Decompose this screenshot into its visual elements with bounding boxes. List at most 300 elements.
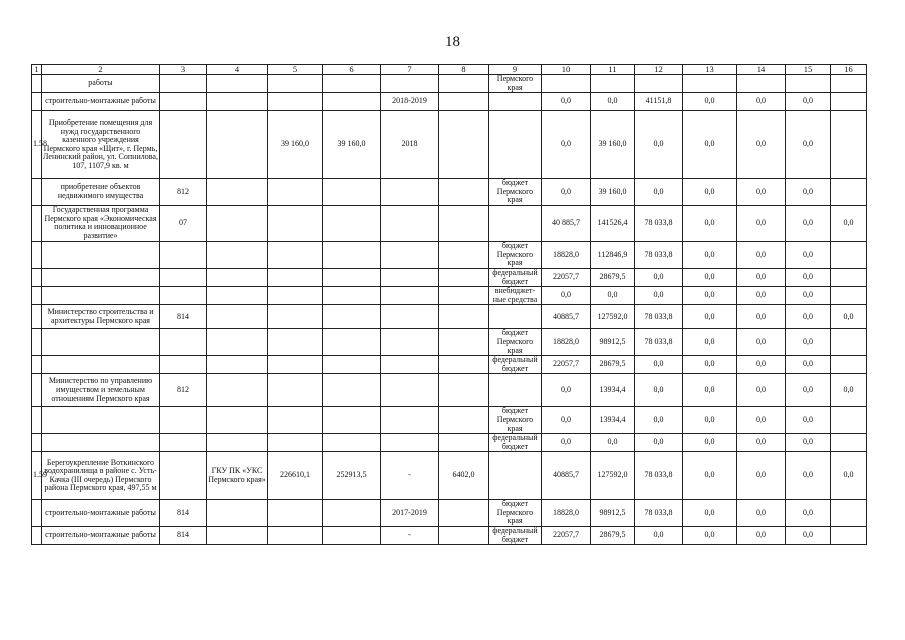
table-cell xyxy=(207,205,268,241)
table-cell xyxy=(160,407,207,434)
table-cell: 0,0 xyxy=(786,434,831,452)
table-cell: 0,0 xyxy=(786,407,831,434)
table-cell: 0,0 xyxy=(635,356,683,374)
column-header-13: 13 xyxy=(683,65,737,75)
table-cell xyxy=(323,241,381,268)
table-row xyxy=(32,305,867,329)
table-cell: 13934,4 xyxy=(591,374,635,407)
table-cell xyxy=(268,241,323,268)
table-row xyxy=(32,356,867,374)
table-cell xyxy=(160,434,207,452)
table-cell: 0,0 xyxy=(635,111,683,179)
table-cell xyxy=(439,241,489,268)
table-cell xyxy=(831,111,867,179)
table-cell xyxy=(439,179,489,206)
table-cell xyxy=(831,241,867,268)
table-cell: 0,0 xyxy=(683,241,737,268)
table-cell xyxy=(381,241,439,268)
table-cell xyxy=(737,75,786,93)
table-cell: 0,0 xyxy=(786,93,831,111)
table-cell: 0,0 xyxy=(737,287,786,305)
table-cell: 0,0 xyxy=(683,374,737,407)
table-cell xyxy=(207,75,268,93)
table-cell xyxy=(207,305,268,329)
column-header-6: 6 xyxy=(323,65,381,75)
header-row xyxy=(32,65,867,75)
table-cell: 0,0 xyxy=(737,356,786,374)
table-cell: 0,0 xyxy=(591,434,635,452)
table-cell xyxy=(635,75,683,93)
table-cell: 2017-2019 xyxy=(381,500,439,527)
table-cell xyxy=(439,407,489,434)
table-cell xyxy=(32,500,42,527)
table-cell xyxy=(32,287,42,305)
table-cell: 0,0 xyxy=(635,374,683,407)
table-cell: 252913,5 xyxy=(323,452,381,500)
table-cell: 0,0 xyxy=(831,452,867,500)
table-cell xyxy=(268,205,323,241)
table-cell xyxy=(42,356,160,374)
table-cell xyxy=(323,434,381,452)
table-cell: 07 xyxy=(160,205,207,241)
table-cell: 78 033,8 xyxy=(635,500,683,527)
table-cell: 0,0 xyxy=(542,111,591,179)
table-cell xyxy=(207,407,268,434)
column-header-8: 8 xyxy=(439,65,489,75)
table-cell xyxy=(268,305,323,329)
table-cell: 0,0 xyxy=(591,287,635,305)
table-row xyxy=(32,75,867,93)
table-cell: 22057,7 xyxy=(542,268,591,286)
table-cell: 0,0 xyxy=(635,179,683,206)
table-cell: 0,0 xyxy=(831,374,867,407)
table-cell xyxy=(831,75,867,93)
table-cell xyxy=(32,374,42,407)
table-cell: 78 033,8 xyxy=(635,452,683,500)
table-cell: 0,0 xyxy=(786,287,831,305)
table-cell: 0,0 xyxy=(683,179,737,206)
column-header-3: 3 xyxy=(160,65,207,75)
table-cell: 141526,4 xyxy=(591,205,635,241)
table-cell xyxy=(42,241,160,268)
table-cell: 40885,7 xyxy=(542,452,591,500)
table-cell xyxy=(160,452,207,500)
table-cell xyxy=(268,374,323,407)
table-cell: 0,0 xyxy=(683,287,737,305)
table-cell: 0,0 xyxy=(786,205,831,241)
table-cell xyxy=(381,205,439,241)
table-cell: 18828,0 xyxy=(542,500,591,527)
table-cell xyxy=(32,527,42,545)
table-cell: 0,0 xyxy=(737,205,786,241)
table-cell xyxy=(268,287,323,305)
table-cell xyxy=(489,111,542,179)
table-cell: 18828,0 xyxy=(542,329,591,356)
page-number: 18 xyxy=(445,34,460,50)
table-cell: 226610,1 xyxy=(268,452,323,500)
table-cell: 0,0 xyxy=(683,407,737,434)
column-header-12: 12 xyxy=(635,65,683,75)
table-cell: Приобретение помещения для нужд государственного казенного учреждения Пермского края «Щит», г. Пермь, Ленинский район, ул. Сопнилова, 107, 1107,9 кв. м xyxy=(42,111,160,179)
table-cell xyxy=(439,305,489,329)
table-cell xyxy=(32,329,42,356)
table-cell xyxy=(439,527,489,545)
table-cell xyxy=(268,329,323,356)
table-cell xyxy=(831,356,867,374)
table-cell: 812 xyxy=(160,179,207,206)
table-cell xyxy=(786,75,831,93)
table-cell: бюджет Пермского края xyxy=(489,407,542,434)
table-cell xyxy=(32,305,42,329)
table-cell: 0,0 xyxy=(737,527,786,545)
table-cell: 0,0 xyxy=(737,374,786,407)
table-cell xyxy=(439,287,489,305)
table-cell xyxy=(831,407,867,434)
table-cell: 0,0 xyxy=(635,287,683,305)
table-cell: 40885,7 xyxy=(542,305,591,329)
table-cell xyxy=(381,287,439,305)
table-cell xyxy=(381,407,439,434)
budget-table xyxy=(31,64,867,545)
column-header-2: 2 xyxy=(42,65,160,75)
table-cell xyxy=(831,179,867,206)
table-cell: 39 160,0 xyxy=(591,179,635,206)
table-cell: 40 885,7 xyxy=(542,205,591,241)
column-header-16: 16 xyxy=(831,65,867,75)
table-cell: 0,0 xyxy=(831,205,867,241)
column-header-10: 10 xyxy=(542,65,591,75)
table-cell xyxy=(323,287,381,305)
table-cell xyxy=(207,241,268,268)
table-cell xyxy=(831,500,867,527)
table-row xyxy=(32,407,867,434)
table-cell: 39 160,0 xyxy=(268,111,323,179)
table-cell: 28679,5 xyxy=(591,268,635,286)
table-cell xyxy=(323,356,381,374)
table-cell: 0,0 xyxy=(683,527,737,545)
column-header-4: 4 xyxy=(207,65,268,75)
table-cell xyxy=(323,268,381,286)
table-cell: 0,0 xyxy=(737,305,786,329)
table-cell xyxy=(439,93,489,111)
table-cell: 814 xyxy=(160,527,207,545)
table-cell: 0,0 xyxy=(542,287,591,305)
table-row xyxy=(32,111,867,179)
table-cell: федеральный бюджет xyxy=(489,356,542,374)
table-cell xyxy=(160,329,207,356)
table-cell xyxy=(268,179,323,206)
table-cell xyxy=(42,407,160,434)
table-cell xyxy=(439,434,489,452)
table-cell xyxy=(381,356,439,374)
table-cell: 0,0 xyxy=(786,374,831,407)
table-cell xyxy=(489,93,542,111)
table-cell xyxy=(32,241,42,268)
table-cell: строительно-монтажные работы xyxy=(42,93,160,111)
table-cell xyxy=(381,75,439,93)
table-cell: 0,0 xyxy=(737,407,786,434)
table-cell: 0,0 xyxy=(542,179,591,206)
column-header-5: 5 xyxy=(268,65,323,75)
table-cell xyxy=(381,305,439,329)
table-cell: 0,0 xyxy=(591,93,635,111)
table-cell xyxy=(439,356,489,374)
table-cell xyxy=(207,268,268,286)
table-cell xyxy=(207,111,268,179)
table-cell xyxy=(32,407,42,434)
table-cell: 0,0 xyxy=(635,268,683,286)
table-cell xyxy=(831,434,867,452)
column-header-11: 11 xyxy=(591,65,635,75)
table-cell: 812 xyxy=(160,374,207,407)
table-cell: 0,0 xyxy=(542,374,591,407)
table-cell: 22057,7 xyxy=(542,356,591,374)
table-cell: 22057,7 xyxy=(542,527,591,545)
table-cell xyxy=(160,75,207,93)
table-cell xyxy=(323,75,381,93)
table-cell: Пермского края xyxy=(489,75,542,93)
table-cell xyxy=(591,75,635,93)
table-cell: внебюджет-ные средства xyxy=(489,287,542,305)
table-cell: 0,0 xyxy=(786,179,831,206)
table-cell: 0,0 xyxy=(786,356,831,374)
table-cell xyxy=(207,179,268,206)
table-cell: приобретение объектов недвижимого имущества xyxy=(42,179,160,206)
table-cell: 78 033,8 xyxy=(635,205,683,241)
table-cell: 0,0 xyxy=(786,500,831,527)
table-cell: 0,0 xyxy=(635,434,683,452)
table-cell xyxy=(381,179,439,206)
table-cell: ГКУ ПК «УКС Пермского края» xyxy=(207,452,268,500)
table-cell xyxy=(207,287,268,305)
table-row xyxy=(32,452,867,500)
table-cell xyxy=(42,287,160,305)
table-cell: 13934,4 xyxy=(591,407,635,434)
table-cell xyxy=(439,500,489,527)
table-cell xyxy=(268,407,323,434)
table-cell xyxy=(268,75,323,93)
table-cell: Берегоукрепление Воткинского водохранилища в районе с. Усть-Качка (III очередь) Пермского района Пермского края, 497,55 м xyxy=(42,452,160,500)
table-cell xyxy=(207,93,268,111)
table-cell xyxy=(489,305,542,329)
table-cell: 0,0 xyxy=(683,111,737,179)
table-cell: 112846,9 xyxy=(591,241,635,268)
table-cell xyxy=(268,268,323,286)
table-cell: 0,0 xyxy=(786,241,831,268)
table-cell: строительно-монтажные работы xyxy=(42,527,160,545)
table-cell xyxy=(683,75,737,93)
table-cell xyxy=(831,329,867,356)
table-cell: 98912,5 xyxy=(591,500,635,527)
table-cell xyxy=(268,500,323,527)
table-row xyxy=(32,527,867,545)
table-cell xyxy=(32,93,42,111)
table-cell: Государственная программа Пермского края «Экономическая политика и инновационное развитие» xyxy=(42,205,160,241)
table-cell: федеральный бюджет xyxy=(489,434,542,452)
table-cell xyxy=(323,305,381,329)
table-cell: 0,0 xyxy=(635,527,683,545)
table-cell xyxy=(323,329,381,356)
table-cell xyxy=(381,268,439,286)
table-cell xyxy=(542,75,591,93)
table-cell xyxy=(207,434,268,452)
table-cell xyxy=(381,434,439,452)
table-cell xyxy=(32,179,42,206)
table-cell xyxy=(160,356,207,374)
table-cell: Министерство строительства и архитектуры Пермского края xyxy=(42,305,160,329)
table-cell xyxy=(439,374,489,407)
table-cell xyxy=(489,374,542,407)
table-cell xyxy=(207,329,268,356)
table-cell xyxy=(489,452,542,500)
table-row xyxy=(32,434,867,452)
column-header-14: 14 xyxy=(737,65,786,75)
table-cell xyxy=(268,434,323,452)
table-cell: 28679,5 xyxy=(591,527,635,545)
table-cell: 0,0 xyxy=(831,305,867,329)
table-cell: 78 033,8 xyxy=(635,305,683,329)
table-cell: 0,0 xyxy=(542,407,591,434)
table-cell: 28679,5 xyxy=(591,356,635,374)
table-cell xyxy=(323,500,381,527)
table-cell xyxy=(32,268,42,286)
table-cell: 0,0 xyxy=(683,329,737,356)
table-cell xyxy=(32,434,42,452)
table-cell xyxy=(207,500,268,527)
table-row xyxy=(32,287,867,305)
table-row xyxy=(32,241,867,268)
table-cell: 1.59 xyxy=(32,452,42,500)
table-cell: 127592,0 xyxy=(591,305,635,329)
table-cell: 0,0 xyxy=(737,179,786,206)
table-cell: бюджет Пермского края xyxy=(489,241,542,268)
table-cell: Министерство по управлению имуществом и земельным отношениям Пермского края xyxy=(42,374,160,407)
table-cell xyxy=(323,407,381,434)
table-cell: 41151,8 xyxy=(635,93,683,111)
table-cell: 0,0 xyxy=(737,111,786,179)
table-cell: 0,0 xyxy=(542,434,591,452)
table-cell: 39 160,0 xyxy=(323,111,381,179)
table-cell: 0,0 xyxy=(737,268,786,286)
table-cell xyxy=(381,329,439,356)
table-cell xyxy=(268,356,323,374)
table-cell: 0,0 xyxy=(683,356,737,374)
table-cell xyxy=(323,179,381,206)
table-cell: 2018-2019 xyxy=(381,93,439,111)
table-cell: 98912,5 xyxy=(591,329,635,356)
table-cell xyxy=(207,356,268,374)
table-cell xyxy=(381,374,439,407)
table-cell xyxy=(32,205,42,241)
table-cell: 814 xyxy=(160,500,207,527)
column-header-15: 15 xyxy=(786,65,831,75)
table-cell: 0,0 xyxy=(683,268,737,286)
column-header-9: 9 xyxy=(489,65,542,75)
table-cell: 0,0 xyxy=(786,111,831,179)
table-cell: 0,0 xyxy=(737,452,786,500)
table-cell: 2018 xyxy=(381,111,439,179)
table-cell: 0,0 xyxy=(737,500,786,527)
table-cell: бюджет Пермского края xyxy=(489,329,542,356)
table-row xyxy=(32,179,867,206)
table-cell xyxy=(831,287,867,305)
table-cell: 0,0 xyxy=(737,93,786,111)
table-cell: 18828,0 xyxy=(542,241,591,268)
table-cell xyxy=(42,268,160,286)
table-cell: 0,0 xyxy=(683,305,737,329)
table-cell: 0,0 xyxy=(683,452,737,500)
table-cell: 0,0 xyxy=(786,452,831,500)
table-cell: 0,0 xyxy=(683,434,737,452)
table-cell: 0,0 xyxy=(737,241,786,268)
table-cell xyxy=(42,329,160,356)
table-cell: 0,0 xyxy=(786,329,831,356)
table-cell: 0,0 xyxy=(737,329,786,356)
table-cell: работы xyxy=(42,75,160,93)
table-cell xyxy=(207,374,268,407)
table-cell: - xyxy=(381,527,439,545)
table-cell xyxy=(323,527,381,545)
column-header-1: 1 xyxy=(32,65,42,75)
table-cell: 0,0 xyxy=(786,305,831,329)
table-row xyxy=(32,268,867,286)
table-cell xyxy=(160,268,207,286)
table-cell: 0,0 xyxy=(683,205,737,241)
table-cell xyxy=(489,205,542,241)
table-cell: 0,0 xyxy=(542,93,591,111)
table-cell xyxy=(831,93,867,111)
table-cell: 0,0 xyxy=(635,407,683,434)
table-cell xyxy=(323,374,381,407)
table-cell xyxy=(268,93,323,111)
table-cell xyxy=(439,111,489,179)
table-cell: 1.58 xyxy=(32,111,42,179)
table-cell xyxy=(160,111,207,179)
table-cell: бюджет Пермского края xyxy=(489,500,542,527)
table-cell xyxy=(439,329,489,356)
table-cell xyxy=(439,205,489,241)
table-cell: 0,0 xyxy=(683,500,737,527)
table-row xyxy=(32,374,867,407)
table-cell xyxy=(32,356,42,374)
table-row xyxy=(32,205,867,241)
table-cell: 78 033,8 xyxy=(635,329,683,356)
table-cell: 0,0 xyxy=(786,527,831,545)
table-row xyxy=(32,329,867,356)
table-cell xyxy=(32,75,42,93)
table-cell: 0,0 xyxy=(737,434,786,452)
table-cell xyxy=(831,527,867,545)
table-row xyxy=(32,500,867,527)
table-cell: федеральный бюджет xyxy=(489,268,542,286)
table-cell: бюджет Пермского края xyxy=(489,179,542,206)
table-cell xyxy=(439,268,489,286)
table-cell: - xyxy=(381,452,439,500)
table-cell xyxy=(268,527,323,545)
table-cell xyxy=(160,287,207,305)
table-cell xyxy=(323,93,381,111)
table-cell: 0,0 xyxy=(683,93,737,111)
table-cell xyxy=(207,527,268,545)
table-cell: 78 033,8 xyxy=(635,241,683,268)
table-cell xyxy=(831,268,867,286)
table-cell: 6402,0 xyxy=(439,452,489,500)
table-cell xyxy=(160,93,207,111)
column-header-7: 7 xyxy=(381,65,439,75)
table-row xyxy=(32,93,867,111)
table-cell: федеральный бюджет xyxy=(489,527,542,545)
table-cell: строительно-монтажные работы xyxy=(42,500,160,527)
